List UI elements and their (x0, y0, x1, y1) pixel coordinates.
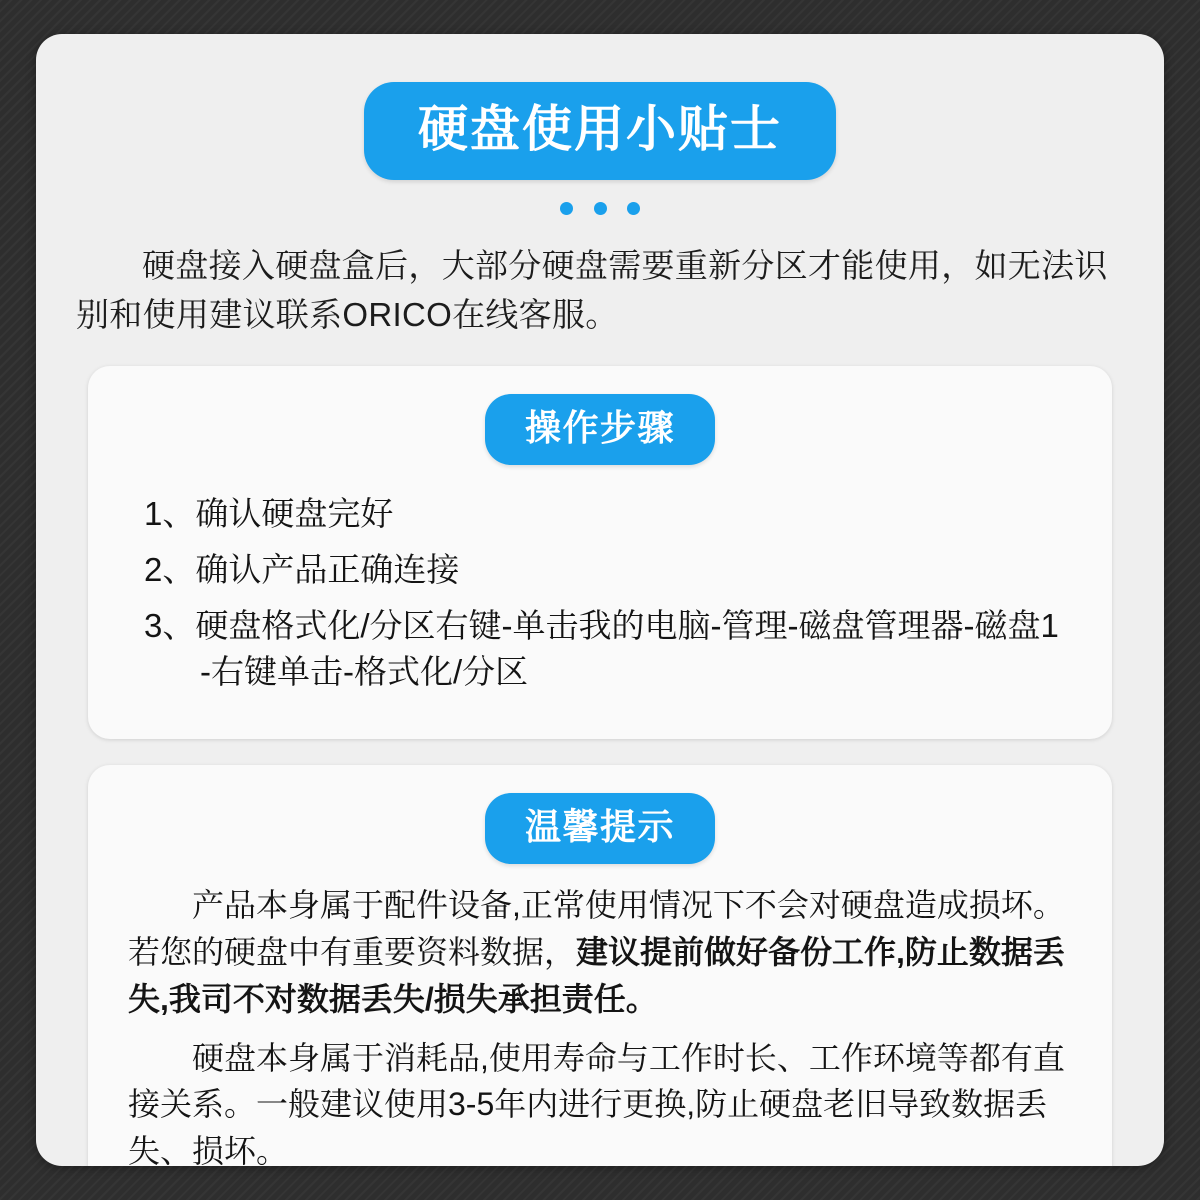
info-card (36, 34, 1164, 1166)
step-number: 1、 (144, 494, 196, 532)
list-item (144, 491, 1064, 537)
dot-icon (627, 202, 640, 215)
step-text: 确认硬盘完好 (195, 494, 394, 532)
steps-list (88, 491, 1112, 696)
step-text-continued: -右键单击-格式化/分区 (200, 653, 529, 691)
header (36, 34, 1164, 180)
tips-paragraph-1 (128, 882, 1068, 1022)
tips-panel (88, 765, 1112, 1166)
tips-paragraph-1-normal: 产品本身属于配件设备,正常使用情况下不会对硬盘造成损坏。若您的硬盘中有重要资料数据， (128, 887, 1065, 971)
dot-icon (560, 202, 573, 215)
list-item (144, 547, 1064, 593)
page-title: 硬盘使用小贴士 (364, 82, 836, 180)
tips-panel-title: 温馨提示 (485, 793, 715, 864)
tips-paragraph-2: 硬盘本身属于消耗品,使用寿命与工作时长、工作环境等都有直接关系。一般建议使用3-5年内进行更换,防止硬盘老旧导致数据丢失、损坏。 (128, 1039, 1065, 1166)
tips-body (88, 882, 1112, 1166)
step-number: 3、 (144, 607, 196, 645)
dot-separator (36, 202, 1164, 220)
list-item (144, 603, 1064, 695)
step-text: 确认产品正确连接 (195, 550, 460, 588)
intro-paragraph: 硬盘接入硬盘盒后，大部分硬盘需要重新分区才能使用，如无法识别和使用建议联系ORICO在线客服。 (76, 247, 1108, 333)
tips-paragraph-1-bold: 建议提前做好备份工作,防止数据丢失,我司不对数据丢失/损失承担责任。 (128, 934, 1065, 1017)
steps-panel-header (88, 366, 1112, 465)
step-number: 2、 (144, 550, 196, 588)
step-text: 硬盘格式化/分区右键-单击我的电脑-管理-磁盘管理器-磁盘1 (195, 607, 1059, 645)
steps-panel-title: 操作步骤 (485, 394, 715, 465)
dot-icon (594, 202, 607, 215)
steps-panel (88, 366, 1112, 740)
tips-panel-header (88, 765, 1112, 864)
